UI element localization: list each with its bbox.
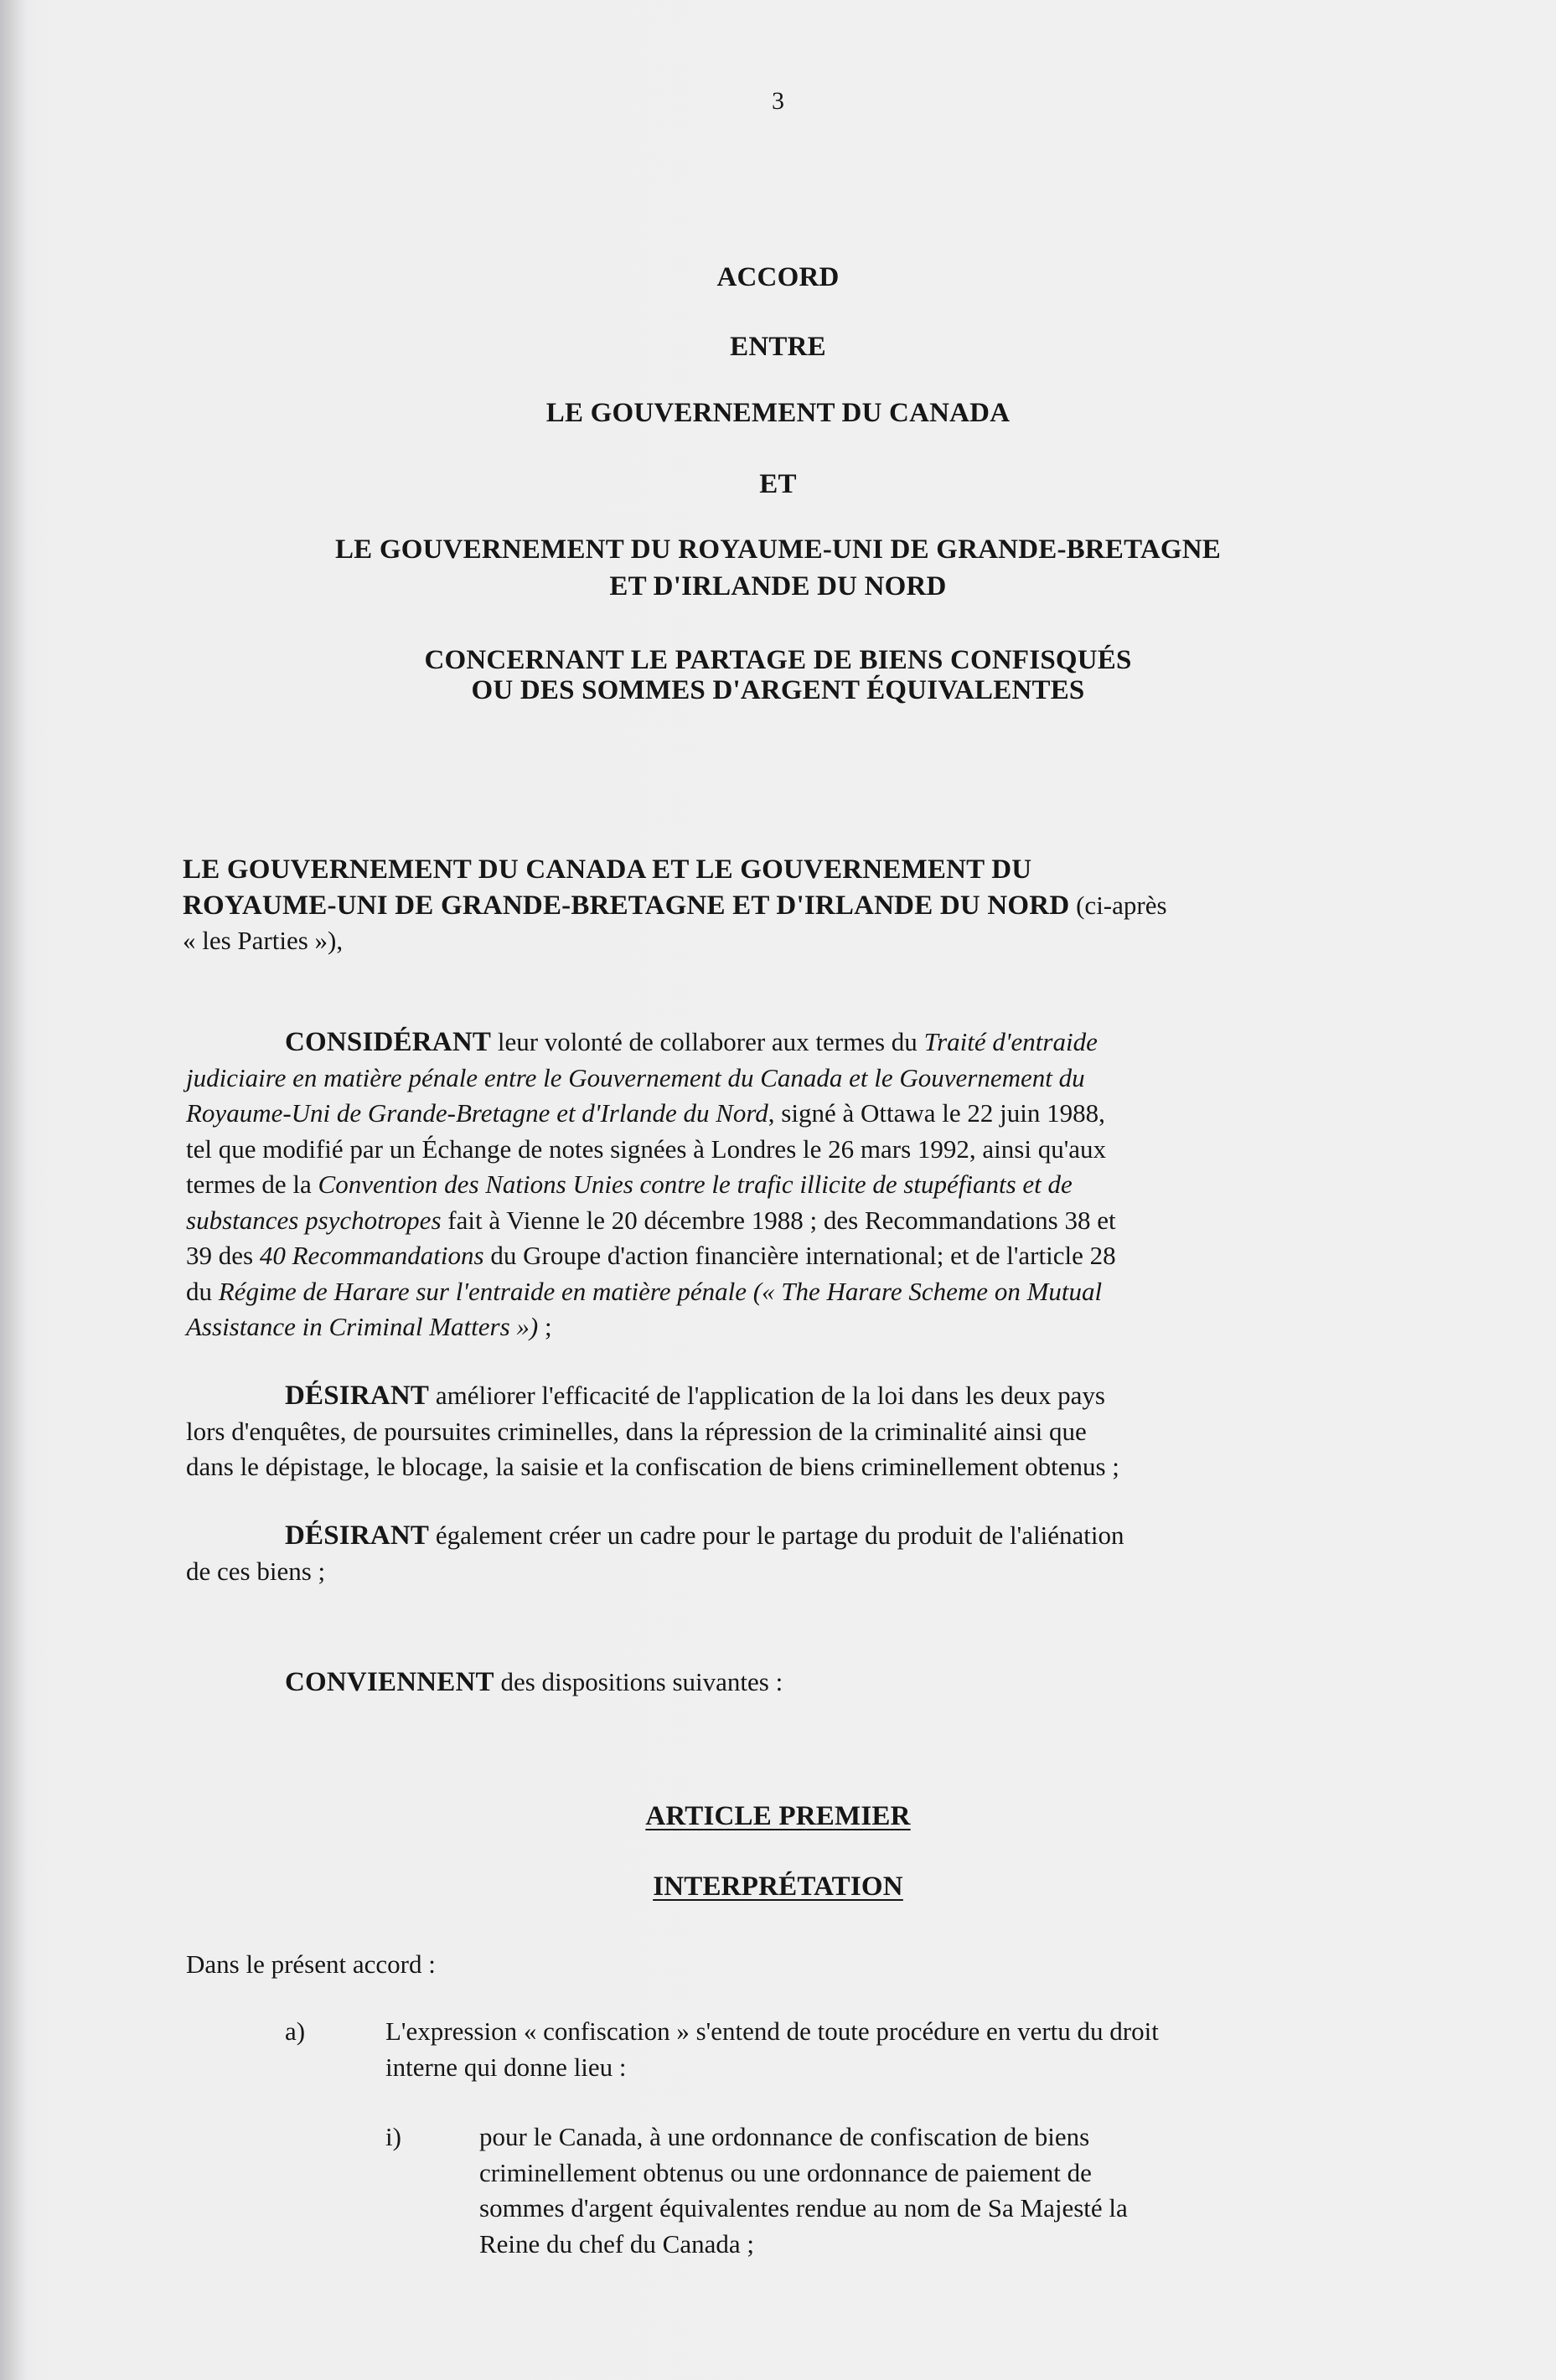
desirant-text: de ces biens ; <box>186 1556 326 1586</box>
item-a-label: a) <box>285 2016 306 2046</box>
title-gov-canada: LE GOUVERNEMENT DU CANADA <box>545 398 1011 428</box>
considerant-paragraph <box>186 1025 1393 1345</box>
desirant-text: également créer un cadre pour le partage du produit de l'aliénation <box>429 1520 1124 1550</box>
title-subject-line1: CONCERNANT LE PARTAGE DE BIENS CONFISQUÉS <box>424 645 1132 675</box>
considerant-italic: Royaume-Uni de Grande-Bretagne et d'Irlande du Nord <box>186 1098 768 1128</box>
item-i-label: i) <box>385 2122 401 2151</box>
considerant-text: du <box>186 1276 219 1306</box>
conviennent-keyword: CONVIENNENT <box>285 1667 494 1697</box>
item-i-line: criminellement obtenus ou une ordonnance de paiement de <box>479 2157 1092 2187</box>
considerant-keyword: CONSIDÉRANT <box>285 1027 492 1057</box>
parties-line1: LE GOUVERNEMENT DU CANADA ET LE GOUVERNEMENT DU <box>183 854 1032 885</box>
considerant-text: fait à Vienne le 20 décembre 1988 ; des Recommandations 38 et <box>441 1205 1116 1235</box>
considerant-italic: 40 Recommandations <box>259 1241 484 1270</box>
conviennent-paragraph <box>285 1665 1374 1701</box>
considerant-italic: substances psychotropes <box>186 1205 442 1235</box>
considerant-text: , signé à Ottawa le 22 juin 1988, <box>768 1098 1105 1128</box>
considerant-text: 39 des <box>186 1241 260 1270</box>
considerant-italic: Régime de Harare sur l'entraide en matière pénale (« The Harare Scheme on Mutual <box>218 1276 1103 1306</box>
parties-line2-rest: (ci-après <box>1069 890 1167 920</box>
desirant-keyword: DÉSIRANT <box>285 1520 430 1551</box>
page-number: 3 <box>772 87 784 115</box>
item-a-line: interne qui donne lieu : <box>385 2052 627 2082</box>
considerant-italic: Assistance in Criminal Matters ») <box>186 1312 539 1341</box>
parties-line3: « les Parties »), <box>183 926 344 955</box>
considerant-text: du Groupe d'action financière international; et de l'article 28 <box>483 1241 1116 1270</box>
conviennent-text: des dispositions suivantes : <box>494 1667 783 1696</box>
parties-line2-bold: ROYAUME-UNI DE GRANDE-BRETAGNE ET D'IRLANDE DU NORD <box>183 890 1070 921</box>
considerant-italic: Convention des Nations Unies contre le trafic illicite de stupéfiants et de <box>318 1169 1073 1199</box>
considerant-text: ; <box>538 1312 552 1341</box>
title-accord: ACCORD <box>716 262 840 292</box>
title-et: ET <box>759 469 797 499</box>
desirant-paragraph-2 <box>186 1518 1393 1589</box>
item-i-line: pour le Canada, à une ordonnance de confiscation de biens <box>479 2122 1090 2151</box>
item-i-line: sommes d'argent équivalentes rendue au nom de Sa Majesté la <box>479 2193 1128 2223</box>
title-subject-line2: OU DES SOMMES D'ARGENT ÉQUIVALENTES <box>471 675 1085 705</box>
considerant-italic: Traité d'entraide <box>923 1027 1098 1056</box>
considerant-italic: judiciaire en matière pénale entre le Gouvernement du Canada et le Gouvernement du <box>186 1062 1085 1092</box>
article-subtitle-text: INTERPRÉTATION <box>653 1871 903 1902</box>
title-entre: ENTRE <box>730 332 826 362</box>
considerant-text: termes de la <box>186 1169 318 1199</box>
title-gov-uk-line1: LE GOUVERNEMENT DU ROYAUME-UNI DE GRANDE-BRETAGNE <box>334 534 1222 565</box>
desirant-text: lors d'enquêtes, de poursuites criminelles, dans la répression de la criminalité ainsi que <box>186 1416 1087 1446</box>
title-gov-uk-line2: ET D'IRLANDE DU NORD <box>609 571 947 601</box>
article-title-text: ARTICLE PREMIER <box>645 1801 911 1831</box>
item-a-line: L'expression « confiscation » s'entend de toute procédure en vertu du droit <box>385 2016 1159 2046</box>
considerant-text: leur volonté de collaborer aux termes du <box>491 1027 924 1056</box>
item-i-text <box>479 2119 1384 2262</box>
considerant-text: tel que modifié par un Échange de notes signées à Londres le 26 mars 1992, ainsi qu'aux <box>186 1133 1107 1164</box>
desirant-text: dans le dépistage, le blocage, la saisie et la confiscation de biens criminellement obtenus ; <box>186 1452 1119 1481</box>
parties-paragraph <box>183 852 1389 959</box>
article-title <box>0 1801 1556 1832</box>
desirant-keyword: DÉSIRANT <box>285 1381 430 1411</box>
desirant-text: améliorer l'efficacité de l'application de la loi dans les deux pays <box>429 1381 1105 1410</box>
desirant-paragraph-1 <box>186 1378 1393 1485</box>
article-subtitle <box>0 1871 1556 1902</box>
item-i-line: Reine du chef du Canada ; <box>479 2228 754 2259</box>
item-a-text <box>385 2014 1391 2085</box>
article-intro: Dans le présent accord : <box>186 1949 436 1979</box>
